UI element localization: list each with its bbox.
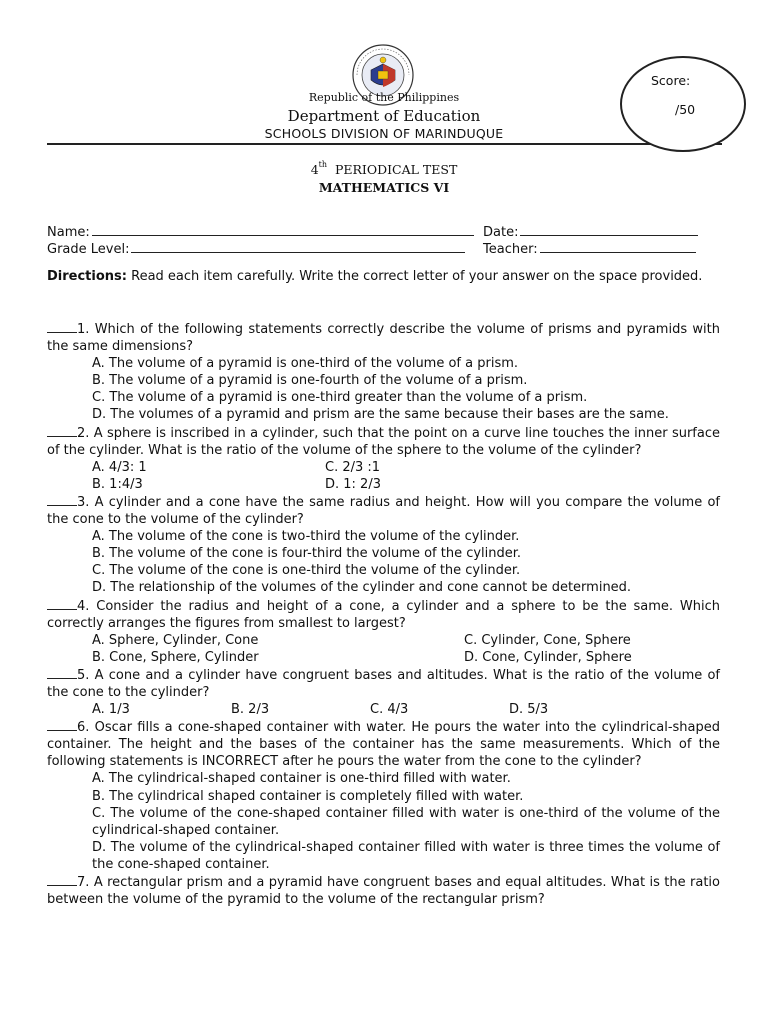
department-title: Department of Education <box>287 107 481 125</box>
answer-blank[interactable] <box>47 493 77 506</box>
choice: B. The volume of the cone is four-third the volume of the cylinder. <box>92 546 522 562</box>
date-label: Date: <box>483 225 519 240</box>
answer-blank[interactable] <box>47 873 77 886</box>
question-stem: 4. Consider the radius and height of a cone, a cylinder and a sphere to be the same. Which correctly arranges the figures from smallest to largest? <box>47 598 720 631</box>
directions <box>47 268 720 285</box>
choice: C. The volume of a pyramid is one-third greater than the volume of a prism. <box>92 390 588 406</box>
date-field[interactable] <box>520 223 698 236</box>
grade-level-field[interactable] <box>131 240 465 253</box>
question-6 <box>47 718 720 873</box>
grade-level-label: Grade Level: <box>47 242 130 257</box>
teacher-field[interactable] <box>540 240 696 253</box>
directions-text: Read each item carefully. Write the correct letter of your answer on the space provided. <box>126 269 703 284</box>
choice: B. 2/3 <box>231 702 270 718</box>
answer-blank[interactable] <box>47 597 77 610</box>
question-stem: 2. A sphere is inscribed in a cylinder, such that the point on a curve line touches the inner surface of the cylinder. What is the ratio of the volume of the sphere to the volume of the cylinder? <box>47 425 720 458</box>
choice: A. 4/3: 1 <box>92 459 147 475</box>
question-4 <box>47 597 720 666</box>
republic-text: Republic of the Philippines <box>308 91 460 104</box>
name-row <box>47 223 474 241</box>
choice: A. Sphere, Cylinder, Cone <box>92 632 259 648</box>
question-1 <box>47 320 720 424</box>
name-field[interactable] <box>92 223 474 236</box>
question-stem: 7. A rectangular prism and a pyramid have congruent bases and equal altitudes. What is the ratio between the volume of the pyramid to the volume of the rectangular prism? <box>47 875 720 908</box>
choice: D. 5/3 <box>509 702 549 718</box>
choice: D. The volumes of a pyramid and prism are the same because their bases are the same. <box>92 407 669 423</box>
answer-blank[interactable] <box>47 424 77 437</box>
choice: D. 1: 2/3 <box>325 476 381 492</box>
choice: B. The volume of a pyramid is one-fourth of the volume of a prism. <box>92 373 528 389</box>
question-2 <box>47 424 720 493</box>
answer-blank[interactable] <box>47 320 77 333</box>
test-title <box>0 162 768 177</box>
choice: B. Cone, Sphere, Cylinder <box>92 649 259 665</box>
division-title: SCHOOLS DIVISION OF MARINDUQUE <box>264 126 504 141</box>
choice: A. The volume of the cone is two-third the volume of the cylinder. <box>92 529 520 545</box>
ordinal-suffix: th <box>318 160 328 169</box>
header-divider <box>47 143 722 145</box>
teacher-row <box>483 240 696 258</box>
choice: B. The cylindrical shaped container is completely filled with water. <box>92 788 524 804</box>
choice: C. Cylinder, Cone, Sphere <box>464 632 631 648</box>
choice: A. The cylindrical-shaped container is one-third filled with water. <box>92 771 511 787</box>
name-label: Name: <box>47 225 90 240</box>
choice: A. 1/3 <box>92 702 130 718</box>
question-list <box>47 320 720 908</box>
choice: C. 2/3 :1 <box>325 459 381 475</box>
question-5 <box>47 666 720 718</box>
question-stem: 6. Oscar fills a cone-shaped container with water. He pours the water into the cylindrical-shaped container. The height and the bases of the container has the same measurements. Which of the following statements is INCORRECT after he pours the water from the cone to the cylinder? <box>47 720 720 770</box>
score-label: Score: <box>651 73 691 88</box>
grade-row <box>47 240 465 258</box>
question-3 <box>47 493 720 597</box>
choice: D. Cone, Cylinder, Sphere <box>464 649 632 665</box>
choice: C. The volume of the cone is one-third the volume of the cylinder. <box>92 563 521 579</box>
test-name: PERIODICAL TEST <box>334 162 458 177</box>
subject-title: MATHEMATICS VI <box>318 180 450 195</box>
answer-blank[interactable] <box>47 718 77 731</box>
question-stem: 1. Which of the following statements correctly describe the volume of prisms and pyramids with the same dimensions? <box>47 322 720 355</box>
ordinal-number: 4 <box>310 162 319 177</box>
teacher-label: Teacher: <box>483 242 538 257</box>
question-stem: 3. A cylinder and a cone have the same radius and height. How will you compare the volume of the cone to the volume of the cylinder? <box>47 494 720 528</box>
choice: D. The relationship of the volumes of the cylinder and cone cannot be determined. <box>92 580 632 596</box>
choice: B. 1:4/3 <box>92 476 143 492</box>
question-7 <box>47 873 720 908</box>
directions-label: Directions: <box>47 269 127 284</box>
answer-blank[interactable] <box>47 666 77 679</box>
date-row <box>483 223 698 241</box>
question-stem: 5. A cone and a cylinder have congruent bases and altitudes. What is the ratio of the volume of the cone to the cylinder? <box>47 667 720 700</box>
choice: D. The volume of the cylindrical-shaped container filled with water is three times the volume of the cone-shaped container. <box>92 839 720 872</box>
choice: A. The volume of a pyramid is one-third of the volume of a prism. <box>92 356 519 372</box>
choice: C. The volume of the cone-shaped container filled with water is one-third of the volume of the cylindrical-shaped container. <box>92 805 720 838</box>
score-total: /50 <box>675 102 696 117</box>
choice: C. 4/3 <box>370 702 409 718</box>
